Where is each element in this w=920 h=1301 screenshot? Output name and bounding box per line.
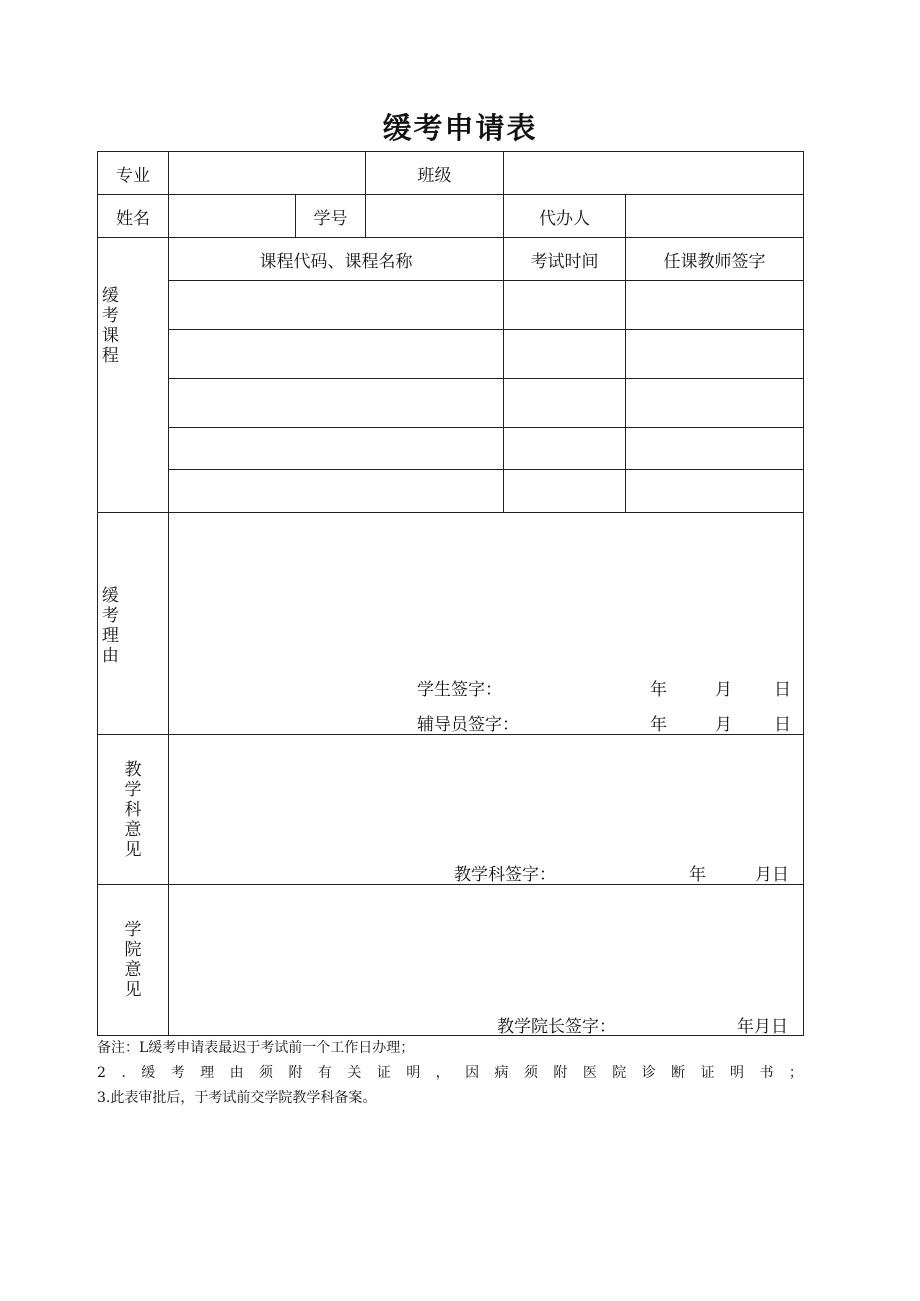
college-row [98, 885, 804, 1036]
note-line-2-char: 须 [259, 1065, 273, 1081]
student-id-field[interactable] [366, 195, 504, 238]
exam-time-cell[interactable] [504, 470, 626, 513]
major-field[interactable] [169, 152, 366, 195]
exam-time-cell[interactable] [504, 428, 626, 470]
course-row [98, 330, 804, 379]
teaching-office-year: 年 [689, 865, 706, 885]
course-row [98, 281, 804, 330]
counselor-sign-year: 年 [650, 715, 667, 735]
name-field[interactable] [169, 195, 296, 238]
label-name: 姓名 [98, 195, 169, 238]
teaching-office-sign-label: 教学科签字： [454, 865, 556, 885]
col-teacher-header: 任课教师签字 [626, 238, 804, 281]
reason-section-label [98, 513, 169, 735]
label-class: 班级 [366, 152, 504, 195]
note-line-2-char: . [121, 1065, 126, 1081]
label-agent: 代办人 [504, 195, 626, 238]
reason-field[interactable] [169, 513, 804, 735]
note-line-2 [97, 1059, 803, 1087]
reason-section-text: 缓考理由 [101, 586, 119, 666]
note-line-2-char: 证 [700, 1065, 715, 1081]
course-name-cell[interactable] [169, 281, 504, 330]
note-line-2-char: ； [788, 1065, 803, 1081]
row-major-class [98, 152, 804, 195]
note-line-2-char: 明 [406, 1065, 421, 1081]
exam-time-cell[interactable] [504, 379, 626, 428]
counselor-sign-month: 月 [715, 715, 732, 735]
note-line-2-char: 书 [759, 1065, 774, 1081]
note-line-2-char: 由 [229, 1065, 244, 1081]
note-line-3: 3.此表审批后，于考试前交学院教学科备案。 [97, 1090, 377, 1106]
teaching-office-month-day: 月日 [755, 865, 789, 885]
courses-section-label [98, 238, 169, 513]
counselor-sign-day: 日 [774, 715, 791, 735]
notes [97, 1037, 803, 1109]
dean-sign-date: 年月日 [737, 1017, 788, 1037]
course-name-cell[interactable] [169, 428, 504, 470]
dean-sign-label: 教学院长签字： [497, 1017, 616, 1037]
deferral-form-table [97, 151, 804, 1036]
teaching-office-text: 教学科意见 [124, 759, 142, 860]
note-line-2-char: 明 [730, 1065, 744, 1081]
note-line-2-char: 院 [612, 1065, 627, 1081]
note-line-2-char: 附 [553, 1065, 568, 1081]
label-major: 专业 [98, 152, 169, 195]
courses-section-text: 缓考课程 [101, 286, 119, 366]
course-header-row [98, 238, 804, 281]
teacher-sign-cell[interactable] [626, 379, 804, 428]
teaching-office-row [98, 735, 804, 885]
note-line-2-char: 医 [582, 1065, 597, 1081]
student-sign-label: 学生签字： [417, 680, 502, 700]
class-field[interactable] [504, 152, 804, 195]
teacher-sign-cell[interactable] [626, 428, 804, 470]
student-sign-month: 月 [715, 680, 732, 700]
note-line-2-char: 因 [465, 1065, 480, 1081]
note-line-2-char: ， [435, 1065, 450, 1081]
student-sign-year: 年 [650, 680, 667, 700]
course-row [98, 470, 804, 513]
row-name-id-agent [98, 195, 804, 238]
label-student-id: 学号 [296, 195, 366, 238]
note-line-2-char: 有 [317, 1065, 332, 1081]
note-line-2-char: 考 [170, 1065, 185, 1081]
teaching-office-label [98, 735, 169, 885]
course-name-cell[interactable] [169, 379, 504, 428]
college-field[interactable] [169, 885, 804, 1036]
college-text: 学院意见 [124, 920, 142, 1000]
note-line-2-char: 病 [494, 1065, 509, 1081]
note-line-2-char: 证 [376, 1065, 391, 1081]
note-line-2-char: 须 [523, 1065, 538, 1081]
form-title: 缓考申请表 [382, 111, 538, 145]
course-row [98, 379, 804, 428]
note-line-2-char: 诊 [641, 1065, 656, 1081]
course-row [98, 428, 804, 470]
exam-time-cell[interactable] [504, 330, 626, 379]
college-label [98, 885, 169, 1036]
note-line-2-char: 缓 [141, 1065, 156, 1081]
student-sign-day: 日 [774, 680, 791, 700]
agent-field[interactable] [626, 195, 804, 238]
teaching-office-field[interactable] [169, 735, 804, 885]
note-line-2-char: 附 [288, 1065, 303, 1081]
note-line-1: 备注：L缓考申请表最迟于考试前一个工作日办理； [97, 1040, 415, 1056]
course-name-cell[interactable] [169, 330, 504, 379]
reason-row [98, 513, 804, 735]
col-course-header: 课程代码、课程名称 [169, 238, 504, 281]
counselor-sign-label: 辅导员签字： [417, 715, 519, 735]
exam-time-cell[interactable] [504, 281, 626, 330]
teacher-sign-cell[interactable] [626, 330, 804, 379]
col-time-header: 考试时间 [504, 238, 626, 281]
note-line-2-char: 断 [671, 1065, 686, 1081]
teacher-sign-cell[interactable] [626, 281, 804, 330]
teacher-sign-cell[interactable] [626, 470, 804, 513]
course-name-cell[interactable] [169, 470, 504, 513]
note-line-2-char: 2 [97, 1065, 106, 1081]
note-line-2-char: 理 [200, 1065, 215, 1081]
note-line-2-char: 关 [347, 1065, 362, 1081]
